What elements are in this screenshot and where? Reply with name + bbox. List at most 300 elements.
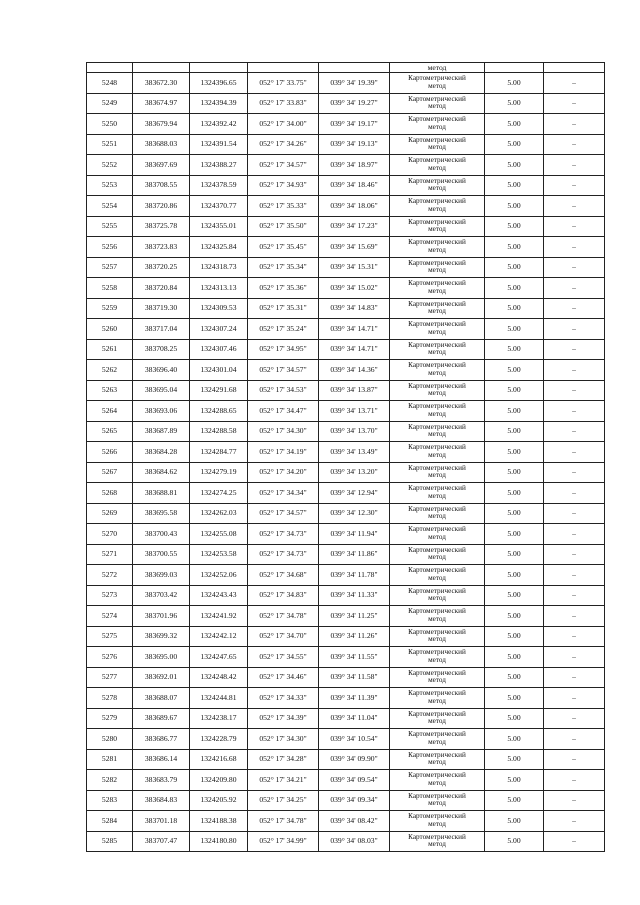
cell-y-coordinate: 1324253.58 — [190, 544, 248, 565]
cell-dash: – — [544, 134, 605, 155]
cell-method — [390, 565, 485, 586]
cell-method — [390, 421, 485, 442]
method-line-2: метод — [428, 819, 446, 828]
cell-accuracy: 5.00 — [485, 421, 544, 442]
table-row — [87, 606, 605, 627]
table-row — [87, 544, 605, 565]
cell-accuracy: 5.00 — [485, 237, 544, 258]
method-line-1: Картометрический — [408, 340, 466, 349]
cell-accuracy: 5.00 — [485, 688, 544, 709]
cell-longitude: 039° 34' 11.94" — [319, 524, 390, 545]
cell-accuracy: 5.00 — [485, 626, 544, 647]
cell-dash: – — [544, 339, 605, 360]
cell-method — [390, 462, 485, 483]
method-line-2: метод — [428, 758, 446, 767]
cell-method — [390, 196, 485, 217]
cell-longitude: 039° 34' 11.86" — [319, 544, 390, 565]
cell-x-coordinate: 383720.25 — [133, 257, 190, 278]
cell-y-coordinate: 1324243.43 — [190, 585, 248, 606]
cell-method — [390, 134, 485, 155]
method-line-1: Картометрический — [408, 422, 466, 431]
method-line-1: Картометрический — [408, 299, 466, 308]
cell-method — [390, 360, 485, 381]
method-line-1: Картометрический — [408, 176, 466, 185]
table-row — [87, 811, 605, 832]
cell-y-coordinate: 1324238.17 — [190, 708, 248, 729]
cell-y-coordinate: 1324228.79 — [190, 729, 248, 750]
cell-y-coordinate: 1324252.06 — [190, 565, 248, 586]
cell-x-coordinate: 383686.14 — [133, 749, 190, 770]
cell-longitude: 039° 34' 14.83" — [319, 298, 390, 319]
cell-x-coordinate: 383688.03 — [133, 134, 190, 155]
cell-latitude: 052° 17' 34.19" — [248, 442, 319, 463]
cell-x-coordinate: 383684.28 — [133, 442, 190, 463]
table-row — [87, 770, 605, 791]
method-line-2: метод — [428, 286, 446, 295]
cell-longitude: 039° 34' 13.87" — [319, 380, 390, 401]
cell-latitude: 052° 17' 34.95" — [248, 339, 319, 360]
cell-dash: – — [544, 401, 605, 422]
cell-dash: – — [544, 647, 605, 668]
method-line-1: Картометрический — [408, 94, 466, 103]
cell-latitude: 052° 17' 34.57" — [248, 360, 319, 381]
cell-method — [390, 93, 485, 114]
method-line-2: метод — [428, 553, 446, 562]
cell-dash: – — [544, 462, 605, 483]
cell-y-coordinate: 1324396.65 — [190, 73, 248, 94]
cell-x-coordinate: 383697.69 — [133, 155, 190, 176]
cell-longitude: 039° 34' 09.34" — [319, 790, 390, 811]
cell-dash: – — [544, 729, 605, 750]
cell-dash: – — [544, 811, 605, 832]
method-line-1: Картометрический — [408, 607, 466, 616]
cell-method — [390, 626, 485, 647]
cell-method — [390, 503, 485, 524]
cell-accuracy: 5.00 — [485, 483, 544, 504]
cell-x-coordinate: 383692.01 — [133, 667, 190, 688]
cell-dash: – — [544, 831, 605, 852]
table-row — [87, 319, 605, 340]
cell-x-coordinate: 383679.94 — [133, 114, 190, 135]
cell-accuracy: 5.00 — [485, 729, 544, 750]
cell-y-coordinate: 1324307.46 — [190, 339, 248, 360]
method-line-2: метод — [428, 389, 446, 398]
table-row — [87, 134, 605, 155]
cell-point-number: 5277 — [87, 667, 133, 688]
table-row — [87, 155, 605, 176]
cell-accuracy: 5.00 — [485, 134, 544, 155]
method-line-1: Картометрический — [408, 115, 466, 124]
table-row — [87, 667, 605, 688]
cell-x-coordinate: 383700.55 — [133, 544, 190, 565]
table-row — [87, 585, 605, 606]
cell-accuracy: 5.00 — [485, 524, 544, 545]
method-line-2: метод — [428, 430, 446, 439]
method-line-2: метод — [428, 184, 446, 193]
cell-point-number: 5266 — [87, 442, 133, 463]
method-line-1: Картометрический — [408, 238, 466, 247]
cell-latitude: 052° 17' 34.99" — [248, 831, 319, 852]
cell-point-number: 5248 — [87, 73, 133, 94]
cell-x-coordinate: 383703.42 — [133, 585, 190, 606]
table-row — [87, 401, 605, 422]
cell-latitude: 052° 17' 34.73" — [248, 544, 319, 565]
table-row — [87, 257, 605, 278]
cell-point-number: 5258 — [87, 278, 133, 299]
cell-accuracy: 5.00 — [485, 708, 544, 729]
cell-latitude: 052° 17' 35.33" — [248, 196, 319, 217]
coordinates-table — [86, 62, 605, 852]
table-row — [87, 93, 605, 114]
cell-y-coordinate: 1324205.92 — [190, 790, 248, 811]
table-row — [87, 175, 605, 196]
cell-latitude: 052° 17' 34.25" — [248, 790, 319, 811]
method-line-1: Картометрический — [408, 709, 466, 718]
method-line-2: метод — [428, 307, 446, 316]
cell-latitude: 052° 17' 34.47" — [248, 401, 319, 422]
cell-x-coordinate: 383695.00 — [133, 647, 190, 668]
method-line-1: Картометрический — [408, 750, 466, 759]
cell-longitude: 039° 34' 15.02" — [319, 278, 390, 299]
method-line-1: Картометрический — [408, 156, 466, 165]
cell-accuracy: 5.00 — [485, 503, 544, 524]
cell-dash: – — [544, 114, 605, 135]
cell-point-number: 5264 — [87, 401, 133, 422]
cell-latitude: 052° 17' 34.55" — [248, 647, 319, 668]
cell-point-number: 5270 — [87, 524, 133, 545]
cell-longitude: 039° 34' 15.31" — [319, 257, 390, 278]
method-line-1: Картометрический — [408, 791, 466, 800]
cell-latitude: 052° 17' 34.20" — [248, 462, 319, 483]
coordinates-sheet — [86, 62, 604, 852]
cell-latitude: 052° 17' 34.00" — [248, 114, 319, 135]
method-line-2: метод — [428, 122, 446, 131]
cell-y-coordinate: 1324248.42 — [190, 667, 248, 688]
cell-y-coordinate: 1324262.03 — [190, 503, 248, 524]
cell-dash: – — [544, 503, 605, 524]
cell-method-continued: метод — [390, 63, 485, 73]
table-row — [87, 380, 605, 401]
cell-latitude: 052° 17' 34.34" — [248, 483, 319, 504]
method-line-2: метод — [428, 163, 446, 172]
cell-method — [390, 114, 485, 135]
cell-accuracy: 5.00 — [485, 360, 544, 381]
cell-point-number: 5284 — [87, 811, 133, 832]
cell-y-coordinate: 1324209.80 — [190, 770, 248, 791]
cell-accuracy: 5.00 — [485, 114, 544, 135]
cell-method — [390, 319, 485, 340]
cell-dash: – — [544, 544, 605, 565]
cell-latitude: 052° 17' 34.30" — [248, 729, 319, 750]
table-row — [87, 278, 605, 299]
cell-latitude: 052° 17' 35.50" — [248, 216, 319, 237]
cell-latitude: 052° 17' 34.30" — [248, 421, 319, 442]
cell-point-number: 5252 — [87, 155, 133, 176]
method-line-2: метод — [428, 225, 446, 234]
method-line-2: метод — [428, 512, 446, 521]
cell-point-number: 5282 — [87, 770, 133, 791]
cell-method — [390, 257, 485, 278]
cell-latitude: 052° 17' 34.57" — [248, 503, 319, 524]
cell-accuracy: 5.00 — [485, 401, 544, 422]
cell-accuracy: 5.00 — [485, 319, 544, 340]
cell-dash: – — [544, 585, 605, 606]
cell-method — [390, 770, 485, 791]
cell-dash: – — [544, 626, 605, 647]
table-row — [87, 462, 605, 483]
cell-dash: – — [544, 360, 605, 381]
method-line-2: метод — [428, 81, 446, 90]
table-row — [87, 216, 605, 237]
cell-accuracy: 5.00 — [485, 175, 544, 196]
cell-dash: – — [544, 278, 605, 299]
cell-x-coordinate: 383719.30 — [133, 298, 190, 319]
cell-x-coordinate: 383674.97 — [133, 93, 190, 114]
cell-method — [390, 442, 485, 463]
cell-dash: – — [544, 749, 605, 770]
cell-x-coordinate: 383725.78 — [133, 216, 190, 237]
method-line-2: метод — [428, 778, 446, 787]
cell-point-number: 5279 — [87, 708, 133, 729]
cell-dash: – — [544, 155, 605, 176]
cell-method — [390, 585, 485, 606]
table-row — [87, 749, 605, 770]
method-line-1: Картометрический — [408, 545, 466, 554]
method-line-1: Картометрический — [408, 135, 466, 144]
cell-method — [390, 483, 485, 504]
cell-latitude: 052° 17' 34.53" — [248, 380, 319, 401]
table-row — [87, 647, 605, 668]
cell-point-number: 5250 — [87, 114, 133, 135]
cell-x-coordinate: 383672.30 — [133, 73, 190, 94]
cell-accuracy: 5.00 — [485, 155, 544, 176]
cell-y-coordinate: 1324180.80 — [190, 831, 248, 852]
cell-x-coordinate: 383699.03 — [133, 565, 190, 586]
cell-point-number: 5276 — [87, 647, 133, 668]
cell-dash: – — [544, 770, 605, 791]
cell-y-coordinate: 1324325.84 — [190, 237, 248, 258]
method-line-1: Картометрический — [408, 689, 466, 698]
cell-latitude: 052° 17' 34.26" — [248, 134, 319, 155]
cell-longitude: 039° 34' 08.03" — [319, 831, 390, 852]
table-row — [87, 503, 605, 524]
cell-latitude: 052° 17' 34.28" — [248, 749, 319, 770]
table-row — [87, 73, 605, 94]
cell-dash: – — [544, 667, 605, 688]
cell-x-coordinate: 383686.77 — [133, 729, 190, 750]
cell-point-number: 5256 — [87, 237, 133, 258]
method-line-1: Картометрический — [408, 279, 466, 288]
cell-point-number: 5273 — [87, 585, 133, 606]
method-line-1: Картометрический — [408, 586, 466, 595]
cell-dash: – — [544, 483, 605, 504]
cell-longitude: 039° 34' 11.26" — [319, 626, 390, 647]
cell-latitude: 052° 17' 34.46" — [248, 667, 319, 688]
cell-point-number: 5268 — [87, 483, 133, 504]
cell-longitude: 039° 34' 11.25" — [319, 606, 390, 627]
cell-method — [390, 790, 485, 811]
cell-point-number: 5267 — [87, 462, 133, 483]
cell-latitude: 052° 17' 34.21" — [248, 770, 319, 791]
cell-x-coordinate: 383683.79 — [133, 770, 190, 791]
cell-y-coordinate: 1324241.92 — [190, 606, 248, 627]
cell-accuracy: 5.00 — [485, 770, 544, 791]
cell-latitude: 052° 17' 34.33" — [248, 688, 319, 709]
table-row — [87, 360, 605, 381]
cell-dash: – — [544, 93, 605, 114]
cell-latitude: 052° 17' 34.57" — [248, 155, 319, 176]
cell-method — [390, 647, 485, 668]
method-line-1: Картометрический — [408, 463, 466, 472]
cell-method — [390, 380, 485, 401]
cell-dash: – — [544, 237, 605, 258]
cell-longitude: 039° 34' 12.30" — [319, 503, 390, 524]
cell-x-coordinate: 383708.55 — [133, 175, 190, 196]
cell-x-coordinate: 383696.40 — [133, 360, 190, 381]
method-line-1: Картометрический — [408, 730, 466, 739]
cell-dash: – — [544, 708, 605, 729]
method-line-2: метод — [428, 450, 446, 459]
table-row — [87, 442, 605, 463]
cell-method — [390, 175, 485, 196]
cell-method — [390, 155, 485, 176]
cell-point-number: 5260 — [87, 319, 133, 340]
method-line-1: Картометрический — [408, 320, 466, 329]
cell-longitude: 039° 34' 19.17" — [319, 114, 390, 135]
cell-dash: – — [544, 524, 605, 545]
cell-latitude: 052° 17' 34.93" — [248, 175, 319, 196]
cell-latitude: 052° 17' 33.75" — [248, 73, 319, 94]
cell-longitude: 039° 34' 18.97" — [319, 155, 390, 176]
method-line-2: метод — [428, 204, 446, 213]
cell-y-coordinate: 1324291.68 — [190, 380, 248, 401]
cell-accuracy: 5.00 — [485, 442, 544, 463]
cell-y-coordinate: 1324188.38 — [190, 811, 248, 832]
cell-point-number: 5251 — [87, 134, 133, 155]
cell-accuracy: 5.00 — [485, 257, 544, 278]
cell-latitude: 052° 17' 35.36" — [248, 278, 319, 299]
table-row — [87, 688, 605, 709]
cell-longitude: 039° 34' 13.71" — [319, 401, 390, 422]
cell-x-coordinate: 383707.47 — [133, 831, 190, 852]
cell-latitude: 052° 17' 33.83" — [248, 93, 319, 114]
cell-longitude: 039° 34' 19.27" — [319, 93, 390, 114]
method-line-1: Картометрический — [408, 258, 466, 267]
cell-dash: – — [544, 257, 605, 278]
cell-dash: – — [544, 688, 605, 709]
cell-point-number: 5280 — [87, 729, 133, 750]
cell-point-number: 5269 — [87, 503, 133, 524]
cell-x-coordinate: 383701.18 — [133, 811, 190, 832]
cell-latitude: 052° 17' 34.73" — [248, 524, 319, 545]
cell-longitude: 039° 34' 11.58" — [319, 667, 390, 688]
method-line-1: Картометрический — [408, 381, 466, 390]
cell-point-number: 5257 — [87, 257, 133, 278]
table-row — [87, 626, 605, 647]
cell-method — [390, 524, 485, 545]
cell-x-coordinate: 383687.89 — [133, 421, 190, 442]
cell-y-coordinate: 1324279.19 — [190, 462, 248, 483]
cell-x-coordinate: 383723.83 — [133, 237, 190, 258]
cell-y-coordinate: 1324255.08 — [190, 524, 248, 545]
method-line-2: метод — [428, 102, 446, 111]
method-line-2: метод — [428, 532, 446, 541]
method-line-2: метод — [428, 696, 446, 705]
cell-dash: – — [544, 606, 605, 627]
method-line-1: Картометрический — [408, 443, 466, 452]
cell-longitude: 039° 34' 10.54" — [319, 729, 390, 750]
cell-latitude: 052° 17' 34.83" — [248, 585, 319, 606]
table-row — [87, 790, 605, 811]
cell-point-number: 5283 — [87, 790, 133, 811]
cell-point-number: 5271 — [87, 544, 133, 565]
cell-method — [390, 237, 485, 258]
cell-longitude: 039° 34' 19.13" — [319, 134, 390, 155]
cell-latitude: 052° 17' 34.78" — [248, 606, 319, 627]
cell-y-coordinate: 1324274.25 — [190, 483, 248, 504]
cell-dash: – — [544, 421, 605, 442]
method-line-2: метод — [428, 840, 446, 849]
cell-method — [390, 216, 485, 237]
cell-y-coordinate: 1324313.13 — [190, 278, 248, 299]
cell-method — [390, 729, 485, 750]
method-line-1: Картометрический — [408, 74, 466, 83]
cell-point-number: 5262 — [87, 360, 133, 381]
table-body — [87, 63, 605, 852]
method-line-1: Картометрический — [408, 484, 466, 493]
table-row — [87, 831, 605, 852]
cell-method — [390, 749, 485, 770]
method-line-1: Картометрический — [408, 771, 466, 780]
cell-accuracy: 5.00 — [485, 73, 544, 94]
method-line-2: метод — [428, 409, 446, 418]
cell-longitude: 039° 34' 11.04" — [319, 708, 390, 729]
cell-accuracy: 5.00 — [485, 831, 544, 852]
cell-y-coordinate: 1324216.68 — [190, 749, 248, 770]
cell-method — [390, 278, 485, 299]
cell-longitude: 039° 34' 09.90" — [319, 749, 390, 770]
cell-latitude: 052° 17' 35.31" — [248, 298, 319, 319]
cell-accuracy: 5.00 — [485, 298, 544, 319]
cell-y-coordinate: 1324288.58 — [190, 421, 248, 442]
cell-y-coordinate: 1324242.12 — [190, 626, 248, 647]
cell-method — [390, 298, 485, 319]
table-row-continued — [87, 63, 605, 73]
cell-latitude: 052° 17' 35.45" — [248, 237, 319, 258]
cell-dash: – — [544, 175, 605, 196]
cell-y-coordinate: 1324247.65 — [190, 647, 248, 668]
cell-x-coordinate: 383699.32 — [133, 626, 190, 647]
cell-accuracy: 5.00 — [485, 380, 544, 401]
table-row — [87, 483, 605, 504]
cell-accuracy: 5.00 — [485, 606, 544, 627]
cell-latitude: 052° 17' 35.24" — [248, 319, 319, 340]
cell-longitude: 039° 34' 13.70" — [319, 421, 390, 442]
cell-latitude: 052° 17' 34.68" — [248, 565, 319, 586]
method-line-1: Картометрический — [408, 627, 466, 636]
table-row — [87, 298, 605, 319]
cell-x-coordinate: 383689.67 — [133, 708, 190, 729]
cell-y-coordinate: 1324318.73 — [190, 257, 248, 278]
cell-point-number: 5272 — [87, 565, 133, 586]
method-line-2: метод — [428, 655, 446, 664]
table-row — [87, 524, 605, 545]
cell-dash: – — [544, 380, 605, 401]
cell-dash: – — [544, 298, 605, 319]
cell-accuracy: 5.00 — [485, 93, 544, 114]
method-line-1: Картометрический — [408, 402, 466, 411]
cell-method — [390, 688, 485, 709]
